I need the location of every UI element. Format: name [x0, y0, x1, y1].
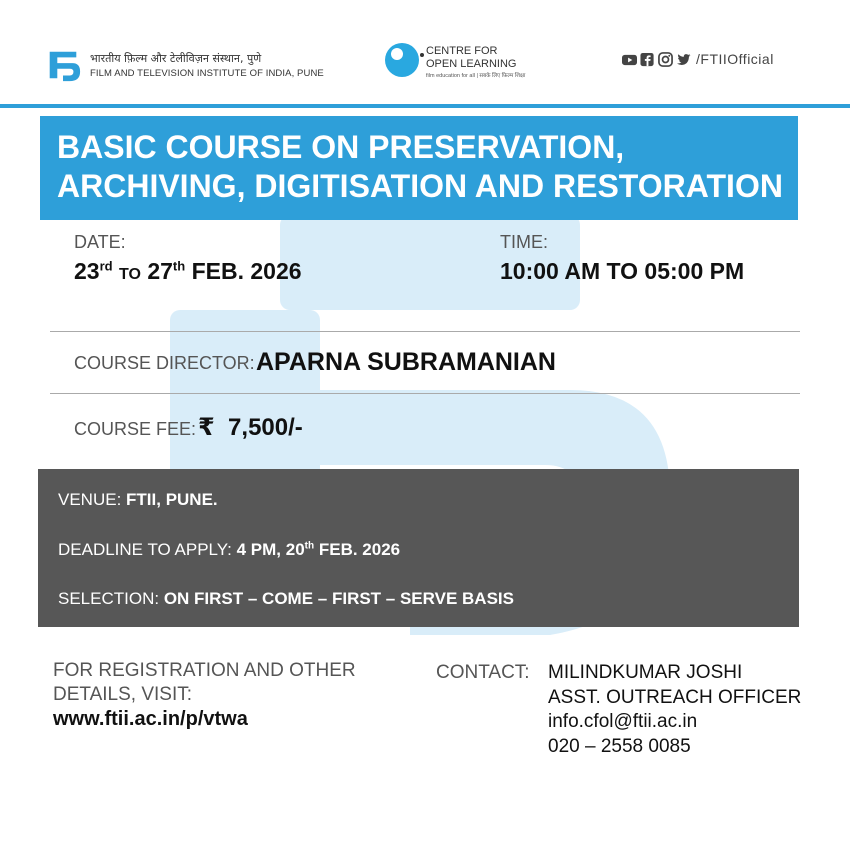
contact-name: MILINDKUMAR JOSHI [548, 662, 743, 683]
registration-text: FOR REGISTRATION AND OTHER DETAILS, VISIT: [53, 660, 356, 705]
contact-label: CONTACT: [436, 662, 530, 683]
deadline-value [237, 540, 401, 559]
course-title: BASIC COURSE ON PRESERVATION, ARCHIVING, DIGITISATION AND RESTORATION [57, 129, 783, 204]
cfol-tagline: film education for all | सबके लिए फ़िल्म शिक्षा [426, 73, 526, 79]
course-fee-label: COURSE FEE: [74, 419, 197, 439]
institute-name-hindi: भारतीय फ़िल्म और टेलीविज़न संस्थान, पुणे [90, 52, 262, 65]
date-label: DATE: [74, 232, 126, 252]
cfol-name-line2: OPEN LEARNING [426, 58, 517, 70]
facebook-icon[interactable] [640, 52, 655, 67]
twitter-icon[interactable] [676, 52, 691, 67]
registration-link[interactable]: www.ftii.ac.in/p/vtwa [53, 708, 248, 730]
selection-line [58, 589, 514, 609]
cfol-logo-icon [384, 41, 424, 81]
deadline-post: FEB. 2026 [318, 540, 401, 559]
fee-amount: 7,500/- [228, 414, 303, 441]
deadline-suffix: th [304, 540, 315, 552]
time-label: TIME: [500, 232, 548, 252]
divider-2 [50, 393, 800, 394]
date-to: TO [118, 266, 141, 283]
venue-value: FTII, PUNE. [126, 490, 218, 509]
contact-details [548, 661, 801, 759]
course-fee-value [198, 413, 303, 442]
contact-email[interactable]: info.cfol@ftii.ac.in [548, 711, 698, 732]
divider-1 [50, 331, 800, 332]
ftii-logo-icon [44, 46, 82, 84]
contact-phone[interactable]: 020 – 2558 0085 [548, 735, 691, 757]
venue-line [58, 490, 218, 510]
rupee-icon: ₹ [198, 414, 215, 441]
selection-label: SELECTION: [58, 589, 160, 608]
social-handle[interactable]: /FTIIOfficial [696, 51, 774, 67]
time-value: 10:00 AM TO 05:00 PM [500, 258, 745, 284]
course-director-label: COURSE DIRECTOR: [74, 353, 255, 373]
date-month-year: FEB. 2026 [191, 258, 302, 284]
contact-role: ASST. OUTREACH OFFICER [548, 686, 802, 708]
institute-name-english: FILM AND TELEVISION INSTITUTE OF INDIA, PUNE [90, 68, 324, 79]
youtube-icon[interactable] [622, 52, 637, 67]
date-start-suffix: rd [99, 258, 113, 274]
venue-label: VENUE: [58, 490, 122, 509]
instagram-icon[interactable] [658, 52, 673, 67]
cfol-name-line1: CENTRE FOR [426, 45, 498, 57]
deadline-label: DEADLINE TO APPLY: [58, 540, 232, 559]
date-start-day: 23 [74, 258, 100, 284]
date-end-day: 27 [147, 258, 173, 284]
selection-value: ON FIRST – COME – FIRST – SERVE BASIS [163, 589, 514, 608]
date-value [74, 258, 302, 285]
date-end-suffix: th [172, 258, 186, 274]
course-director-name: APARNA SUBRAMANIAN [256, 348, 556, 376]
deadline-line [58, 540, 400, 560]
social-links [622, 51, 774, 67]
deadline-pre: 4 PM, 20 [236, 540, 305, 559]
header-divider [0, 104, 850, 108]
